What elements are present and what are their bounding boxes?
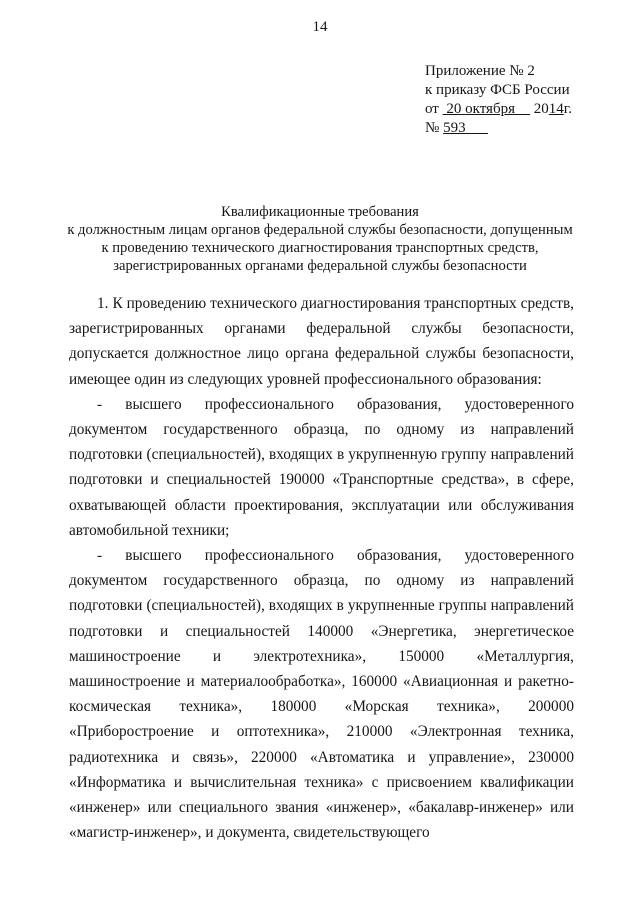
date-year-end: г. bbox=[563, 101, 572, 117]
title-line: к должностным лицам органов федеральной службы безопасности, допущенным bbox=[67, 222, 573, 238]
paragraph-item-engineering: - высшего профессионального образования, удостоверенного документом государственного образца, по одному из направлений подготовки (специальностей), входящих в укрупненные группы направлений подготовки и специальностей 140000 «Энергетика, энергетическое машиностроение и электротехника», 150000 «Металлургия, машиностроение и материалообработка», 160000 «Авиационная и ракетно-космическая техника», 180000 «Морская техника», 200000 «Приборостроение и оптотехника», 210000 «Электронная техника, радиотехника и связь», 220000 «Автоматика и управление», 230000 «Информатика и вычислительная техника» с присвоением квалификации «инженер» или специального звания «инженер», «бакалавр-инженер» или «магистр-инженер», и документа, свидетельствующего bbox=[69, 547, 574, 842]
page-number: 14 bbox=[312, 19, 328, 35]
date-prefix: от bbox=[425, 101, 439, 117]
appendix-title: Приложение № 2 bbox=[425, 63, 535, 79]
paragraph-item-transport: - высшего профессионального образования, удостоверенного документом государственного образца, по одному из направлений подготовки (специальностей), входящих в укрупненную группу направлений подготовки и специальностей 190000 «Транспортные средства», в сфере, охватывающей области проектирования, эксплуатации или обслуживания автомобильной техники; bbox=[69, 395, 574, 539]
date-year-prefix: 20 bbox=[533, 101, 549, 117]
date-day: 20 bbox=[446, 101, 462, 117]
paragraph-clause-1: 1. К проведению технического диагностирования транспортных средств, зарегистрированных органами федеральной службы безопасности, допускается должностное лицо органа федеральной службы безопасности, имеющее один из следующих уровней профессионального образования: bbox=[69, 295, 574, 388]
document-body bbox=[69, 291, 574, 845]
number-value: 593 bbox=[443, 120, 466, 136]
appendix-block bbox=[425, 62, 572, 138]
order-number bbox=[425, 119, 572, 138]
date-month: октября bbox=[465, 101, 515, 117]
title-line: зарегистрированных органами федеральной службы безопасности bbox=[113, 258, 527, 274]
title-line: к проведению технического диагностирования транспортных средств, bbox=[101, 240, 539, 256]
title-line: Квалификационные требования bbox=[221, 204, 419, 220]
number-prefix: № bbox=[425, 120, 440, 136]
order-reference: к приказу ФСБ России bbox=[425, 82, 570, 98]
order-date bbox=[425, 100, 572, 119]
document-title bbox=[40, 203, 600, 275]
date-year-suffix: 14 bbox=[548, 101, 564, 117]
